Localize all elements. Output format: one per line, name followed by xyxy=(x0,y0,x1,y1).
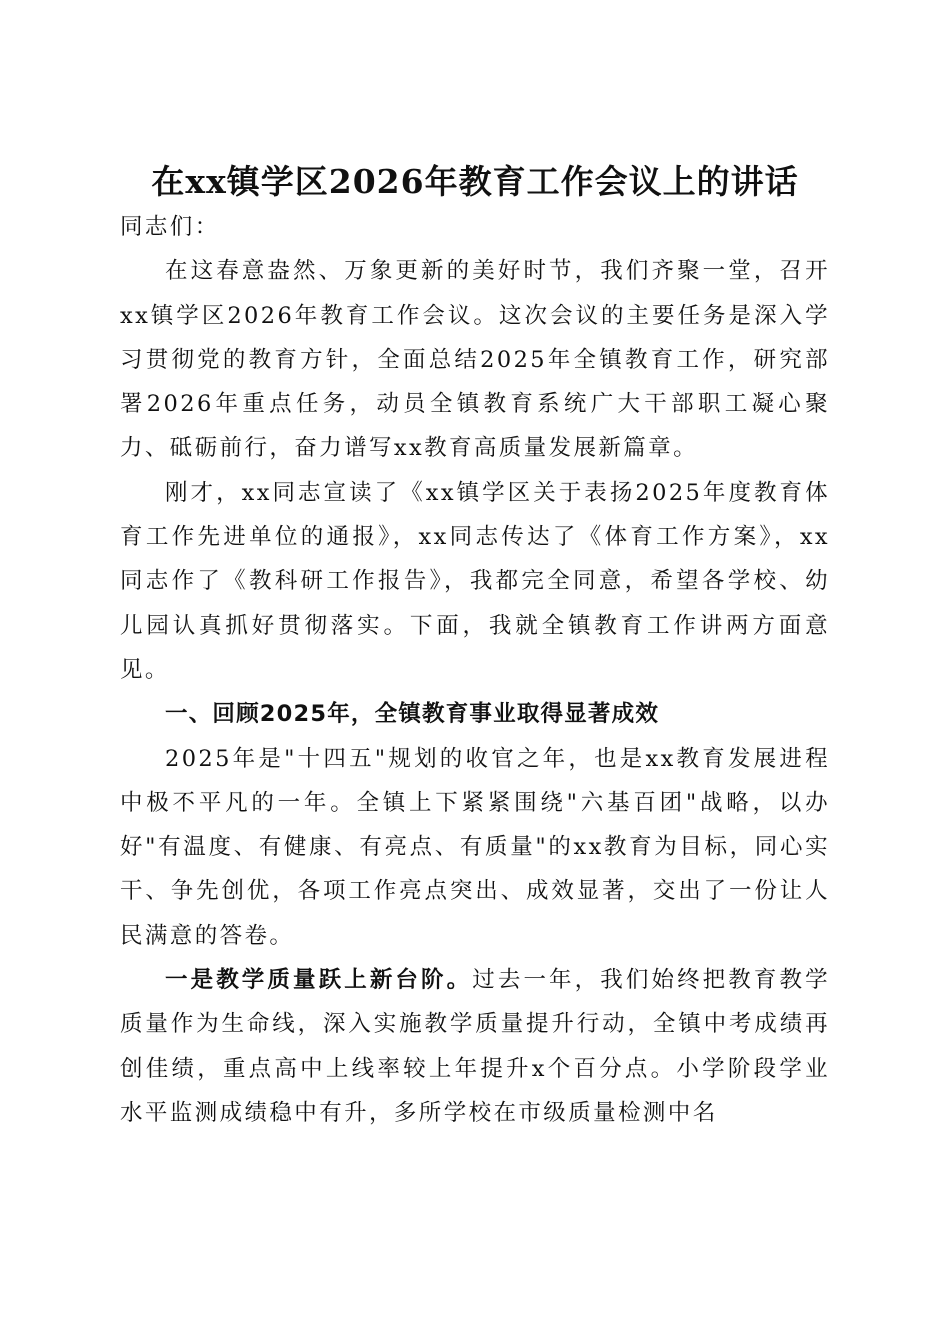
intro-paragraph: 在这春意盎然、万象更新的美好时节，我们齐聚一堂，召开xx镇学区2026年教育工作会议。这次会议的主要任务是深入学习贯彻党的教育方针，全面总结2025年全镇教育工作，研究部署2026年重点任务，动员全镇教育系统广大干部职工凝心聚力、砥砺前行，奋力谱写xx教育高质量发展新篇章。 xyxy=(120,258,830,462)
section-heading: 一、回顾2025年，全镇教育事业取得显著成效 xyxy=(165,701,660,728)
document-title: 在xx镇学区2026年教育工作会议上的讲话 xyxy=(151,162,799,202)
teaching-quality-paragraph xyxy=(120,958,830,1135)
point-text: 过去一年，我们始终把教育教学质量作为生命线，深入实施教学质量提升行动，全镇中考成绩再创佳绩，重点高中上线率较上年提升x个百分点。小学阶段学业水平监测成绩稳中有升，多所学校在市级质量检测中名 xyxy=(120,967,830,1126)
review-paragraph: 2025年是"十四五"规划的收官之年，也是xx教育发展进程中极不平凡的一年。全镇上下紧紧围绕"六基百团"战略，以办好"有温度、有健康、有亮点、有质量"的xx教育为目标，同心实干、争先创优，各项工作亮点突出、成效显著，交出了一份让人民满意的答卷。 xyxy=(120,745,830,949)
salutation: 同志们： xyxy=(120,214,220,240)
point-lead: 一是教学质量跃上新台阶。 xyxy=(165,967,473,994)
reports-paragraph: 刚才，xx同志宣读了《xx镇学区关于表扬2025年度教育体育工作先进单位的通报》，xx同志传达了《体育工作方案》，xx同志作了《教科研工作报告》，我都完全同意，希望各学校、幼儿园认真抓好贯彻落实。下面，我就全镇教育工作讲两方面意见。 xyxy=(120,479,830,683)
document-body xyxy=(120,205,830,1135)
